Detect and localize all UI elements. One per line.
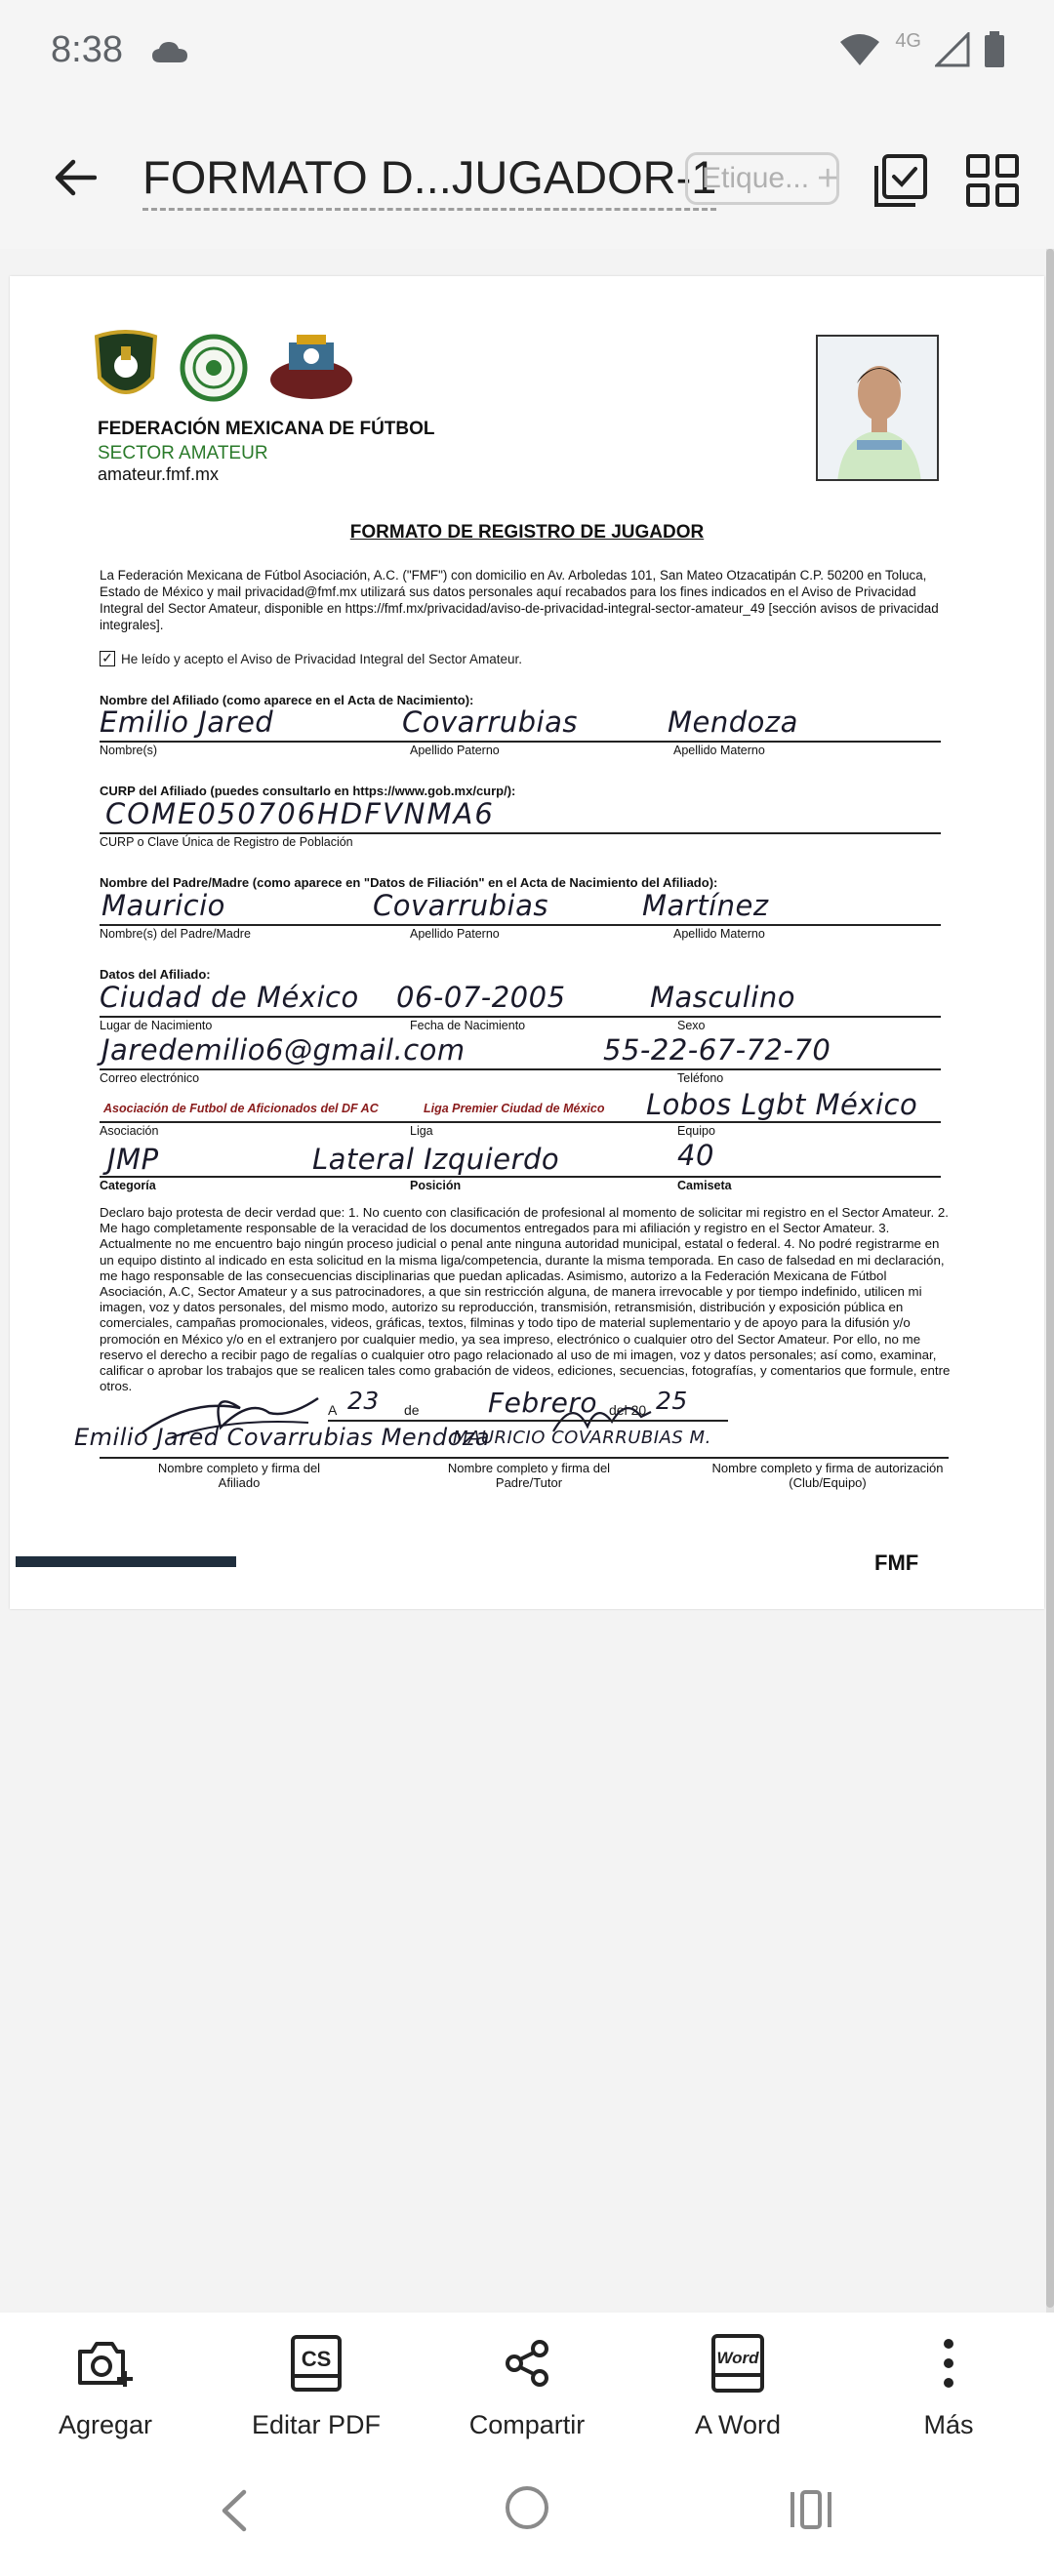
share-label: Compartir [468, 2410, 586, 2439]
date-century: del 20 [609, 1402, 647, 1418]
caption-phone: Teléfono [677, 1071, 724, 1085]
date-line [328, 1420, 728, 1422]
to-word-button[interactable] [640, 2334, 835, 2440]
divider [100, 1068, 941, 1070]
caption-sex: Sexo [677, 1019, 706, 1032]
status-bar [0, 0, 1054, 107]
divider [100, 832, 941, 834]
arrow-left-icon [52, 158, 97, 197]
checkbox-checked-icon: ✓ [100, 651, 115, 666]
curp-value: COME050706HDFVNMA6 [105, 797, 495, 830]
caption-shirt: Camiseta [677, 1179, 732, 1192]
more-label: Más [923, 2410, 974, 2439]
system-nav-bar [0, 2449, 1054, 2576]
divider [100, 1176, 941, 1178]
nav-back-icon[interactable] [219, 2488, 248, 2533]
status-time: 8:38 [51, 29, 123, 70]
caption-curp: CURP o Clave Única de Registro de Población [100, 835, 353, 849]
caption-sig-affiliate: Nombre completo y firma del Afiliado [157, 1461, 321, 1490]
more-button[interactable] [851, 2334, 1046, 2440]
signal-icon [935, 32, 970, 67]
battery-icon [984, 31, 1005, 68]
org-name: FEDERACIÓN MEXICANA DE FÚTBOL [98, 419, 435, 439]
parent-last-name-1: Covarrubias [373, 889, 548, 922]
network-type: 4G [895, 29, 921, 52]
form-title: FORMATO DE REGISTRO DE JUGADOR [349, 522, 705, 543]
email: Jaredemilio6@gmail.com [101, 1033, 466, 1067]
parent-first-name: Mauricio [101, 889, 225, 922]
caption-association: Asociación [100, 1124, 159, 1138]
league: Liga Premier Ciudad de México [424, 1102, 605, 1115]
signature-line [100, 1457, 949, 1459]
privacy-consent-row [100, 651, 522, 666]
logos [92, 329, 355, 407]
share-icon [503, 2339, 551, 2388]
affiliate-signature-name: Emilio Jared Covarrubias Mendoza [74, 1424, 491, 1451]
caption-sig-parent: Nombre completo y firma del Padre/Tutor [447, 1461, 611, 1490]
parent-section-label: Nombre del Padre/Madre (como aparece en "Datos de Filiación" en el Acta de Nacimiento del Afiliado): [100, 875, 718, 890]
wifi-icon [838, 32, 881, 67]
divider [100, 741, 941, 743]
sex: Masculino [650, 981, 795, 1014]
birth-date: 06-07-2005 [396, 981, 566, 1014]
caption-position: Posición [410, 1179, 462, 1192]
affiliate-first-name: Emilio Jared [100, 705, 274, 739]
privacy-consent-label: He leído y acepto el Aviso de Privacidad Integral del Sector Amateur. [121, 651, 522, 666]
plus-icon: + [817, 158, 839, 199]
declaration-text: Declaro bajo protesta de decir verdad que: 1. No cuento con clasificación de profesional al momento de solicitar mi registro en el Sector Amateur. 2. Me hago completamente responsable de la veracidad de los documentos entregados para mi afiliación y registro en el Sector Amateur. 3. Actualmente no me encuentro bajo ningún proceso judicial o penal ante ninguna autoridad municipal, estatal o federal. 4. No podré registrarme en un equipo distinto al indicado en esta solicitud en la misma liga/competencia, durante la misma temporada. En caso de falsedad en mi declaración, me hago responsable de las consecuencias disciplinarias que puedan aplicadas. Asimismo, autorizo a la Federación Mexicana de Fútbol Asociación, A.C, Sector Amateur y a sus patrocinadores, a que sin restricción alguna, de manera irrevocable y por tiempo indefinido, utilicen mi imagen, voz y datos personales, del mismo modo, autorizo su reproducción, transmisión, retransmisión, distribución y exposición pública en comerciales, campañas promocionales, videos, gráficas, textos, filminas y todo tipo de material suplementario y de apoyo para la difusión y/o promoción en México y/o en el extranjero por cualquier medio, ya sea impreso, electrónico o cualquier otro del Sector Amateur. Por ello, no me reservo el derecho a recibir pago de regalías o cualquier otro pago relacionado al uso de mi imagen, voz y datos personales; así como, examinar, calificar o aprobar los trabajos que se realicen tales como grabación de videos, ediciones, secuencias, fotografías, y comentarios que formule, entre otros. [100, 1205, 951, 1394]
association-seal-logo [180, 329, 248, 407]
date-prefix: A [328, 1402, 338, 1418]
caption-names: Nombre(s) [100, 744, 158, 757]
affiliate-last-name-1: Covarrubias [402, 705, 578, 739]
select-check-icon[interactable] [871, 150, 931, 211]
signature-row [10, 1387, 1044, 1490]
cs-icon-text: CS [301, 2347, 332, 2371]
divider [100, 1016, 941, 1018]
footer-fmf-mark: FMF [874, 1550, 919, 1575]
caption-league: Liga [410, 1124, 433, 1138]
caption-last2: Apellido Materno [673, 744, 765, 757]
caption-parent-last2: Apellido Materno [673, 927, 765, 941]
league-logo [267, 329, 355, 407]
divider [100, 924, 941, 926]
nav-recents-icon[interactable] [789, 2490, 833, 2529]
caption-sig-club: Nombre completo y firma de autorización (Club/Equipo) [711, 1461, 944, 1490]
curp-section-label: CURP del Afiliado (puedes consultarlo en https://www.gob.mx/curp/): [100, 784, 516, 798]
document-viewer[interactable] [0, 249, 1054, 2313]
edit-pdf-button[interactable] [219, 2334, 414, 2440]
parent-signature-name: MAURICIO COVARRUBIAS M. [453, 1428, 711, 1448]
caption-email: Correo electrónico [100, 1071, 200, 1085]
shirt-number: 40 [677, 1139, 714, 1172]
player-photo-image [818, 337, 939, 481]
camera-add-icon [76, 2338, 135, 2389]
caption-parent-last1: Apellido Paterno [410, 927, 500, 941]
org-url: amateur.fmf.mx [98, 464, 220, 484]
word-icon [711, 2334, 764, 2393]
data-section-label: Datos del Afiliado: [100, 967, 211, 982]
back-button[interactable] [43, 146, 105, 209]
document-page [10, 276, 1044, 1609]
caption-last1: Apellido Paterno [410, 744, 500, 757]
bottom-toolbar [0, 2313, 1054, 2449]
category: JMP [107, 1143, 159, 1176]
add-label: Agregar [58, 2410, 153, 2439]
caption-team: Equipo [677, 1124, 715, 1138]
date-day: 23 [347, 1387, 380, 1415]
birth-place: Ciudad de México [100, 981, 359, 1014]
privacy-notice: La Federación Mexicana de Fútbol Asociación, A.C. ("FMF") con domicilio en Av. Arboledas 101, San Mateo Otzacatipán C.P. 50200 en Toluca, Estado de México y mail privacidad@fmf.mx utilizará sus datos personales aquí recabados para los fines indicados en el Aviso de Privacidad Integral del Sector Amateur, disponible en https://fmf.mx/privacidad/aviso-de-privacidad-integral-sector-amateur_49 [sección avisos de privacidad integrales]. [100, 568, 939, 632]
player-photo [816, 335, 939, 481]
affiliate-last-name-2: Mendoza [668, 705, 798, 739]
association: Asociación de Futbol de Aficionados del DF AC [103, 1102, 379, 1115]
team: Lobos Lgbt México [646, 1088, 918, 1121]
document-title[interactable]: FORMATO D...JUGADOR-1 [142, 150, 716, 211]
app-bar [0, 107, 1054, 249]
edit-pdf-label: Editar PDF [251, 2410, 382, 2439]
grid-view-icon[interactable] [962, 150, 1023, 211]
caption-birth-place: Lugar de Nacimiento [100, 1019, 213, 1032]
tag-chip[interactable] [685, 152, 839, 205]
org-sector: SECTOR AMATEUR [98, 443, 268, 463]
tag-placeholder: Etique... [702, 162, 810, 194]
phone: 55-22-67-72-70 [603, 1033, 831, 1067]
add-button[interactable] [8, 2334, 203, 2440]
to-word-label: A Word [694, 2410, 782, 2439]
date-year: 25 [656, 1387, 688, 1415]
word-icon-text: Word [716, 2349, 759, 2367]
parent-last-name-2: Martínez [642, 889, 769, 922]
caption-category: Categoría [100, 1179, 156, 1192]
share-button[interactable] [429, 2334, 625, 2440]
divider [100, 1121, 941, 1123]
date-month: Febrero [488, 1387, 597, 1419]
caption-birth-date: Fecha de Nacimiento [410, 1019, 526, 1032]
date-de: de [404, 1402, 420, 1418]
scrollbar-thumb[interactable] [1046, 249, 1054, 2308]
sector-amateur-logo [92, 329, 160, 407]
position: Lateral Izquierdo [312, 1143, 560, 1176]
footer-bar [16, 1556, 236, 1567]
cloud-icon [150, 39, 189, 64]
more-vertical-icon [941, 2337, 956, 2390]
affiliate-section-label: Nombre del Afiliado (como aparece en el Acta de Nacimiento): [100, 693, 474, 707]
cs-pdf-icon [291, 2335, 342, 2392]
caption-parent-names: Nombre(s) del Padre/Madre [100, 927, 251, 941]
nav-home-icon[interactable] [506, 2486, 548, 2529]
